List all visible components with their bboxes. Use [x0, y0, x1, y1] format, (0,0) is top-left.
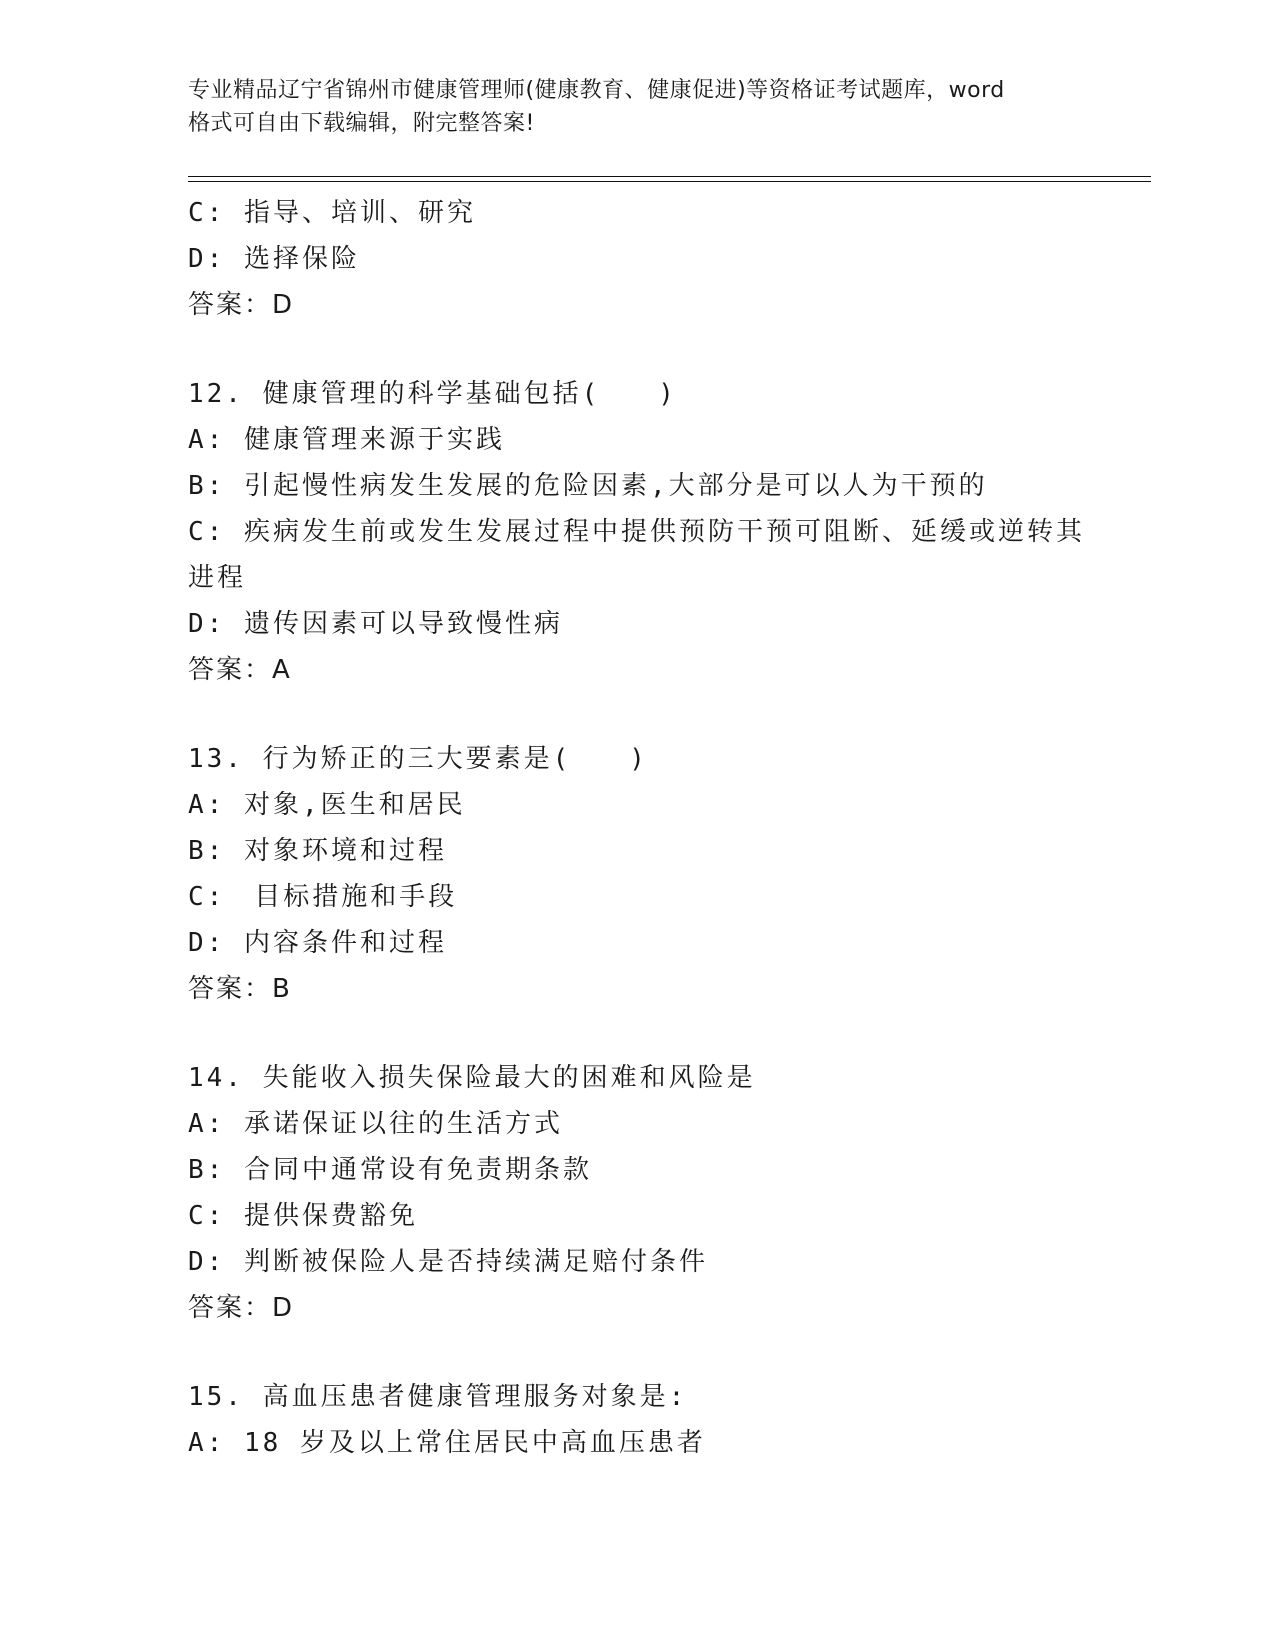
header-line-2: 格式可自由下载编辑，附完整答案! [188, 111, 535, 136]
question-title: 12. 健康管理的科学基础包括( ) [188, 379, 677, 409]
option-c-continued: 进程 [188, 563, 247, 593]
question-title: 15. 高血压患者健康管理服务对象是: [188, 1382, 688, 1412]
header-divider-top [188, 176, 1151, 177]
option-a: A: 对象,医生和居民 [188, 790, 466, 820]
option-c: C: 指导、培训、研究 [188, 198, 476, 228]
option-a: A: 18 岁及以上常住居民中高血压患者 [188, 1428, 706, 1458]
option-b: B: 对象环境和过程 [188, 836, 447, 866]
question-list [188, 190, 1088, 1466]
option-a: A: 承诺保证以往的生活方式 [188, 1109, 563, 1139]
spacer [188, 328, 1088, 371]
option-c: C: 提供保费豁免 [188, 1201, 418, 1231]
option-d: D: 内容条件和过程 [188, 928, 447, 958]
question-block [188, 1055, 1088, 1331]
question-block [188, 371, 1088, 693]
spacer [188, 1012, 1088, 1055]
question-block [188, 1374, 1088, 1466]
page-header [188, 74, 1088, 140]
answer: 答案：A [188, 655, 292, 685]
question-block [188, 190, 1088, 328]
option-c: C: 目标措施和手段 [188, 882, 458, 912]
option-d: D: 判断被保险人是否持续满足赔付条件 [188, 1247, 708, 1277]
header-line-1: 专业精品辽宁省锦州市健康管理师(健康教育、健康促进)等资格证考试题库，word [188, 78, 1005, 103]
option-d: D: 选择保险 [188, 244, 360, 274]
option-a: A: 健康管理来源于实践 [188, 425, 505, 455]
answer: 答案：B [188, 974, 292, 1004]
option-b: B: 合同中通常设有免责期条款 [188, 1155, 592, 1185]
option-b: B: 引起慢性病发生发展的危险因素,大部分是可以人为干预的 [188, 471, 988, 501]
option-c: C: 疾病发生前或发生发展过程中提供预防干预可阻断、延缓或逆转其 [188, 517, 1085, 547]
spacer [188, 693, 1088, 736]
answer: 答案：D [188, 1293, 295, 1323]
spacer [188, 1331, 1088, 1374]
question-title: 14. 失能收入损失保险最大的困难和风险是 [188, 1063, 756, 1093]
question-block [188, 736, 1088, 1012]
question-title: 13. 行为矫正的三大要素是( ) [188, 744, 648, 774]
answer: 答案：D [188, 290, 295, 320]
option-d: D: 遗传因素可以导致慢性病 [188, 609, 563, 639]
header-divider-bottom [188, 181, 1151, 182]
